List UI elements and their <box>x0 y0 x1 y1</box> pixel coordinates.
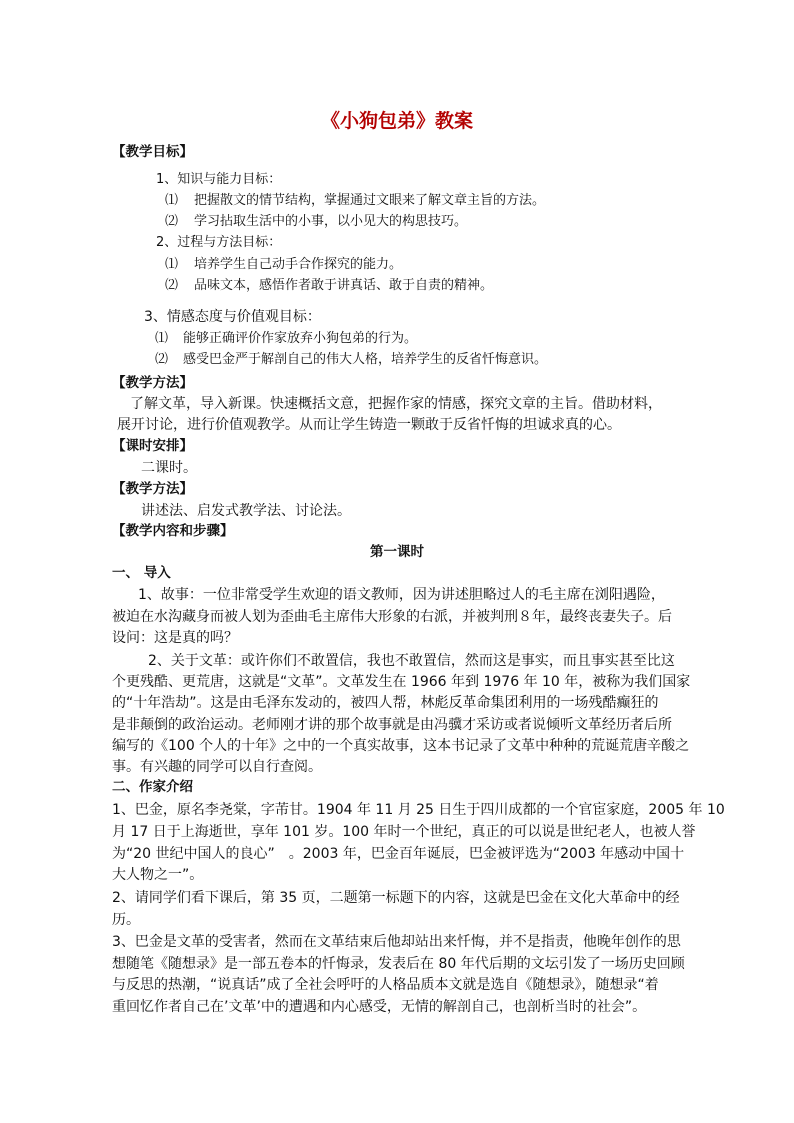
paragraph-line: 想随笔《随想录》是一部五卷本的忏悔录，发表后在 80 年代后期的文坛引发了一场历史回顾 <box>112 956 685 972</box>
section-heading-methods: 【教学方法】 <box>112 375 193 391</box>
section-heading-content: 【教学内容和步骤】 <box>112 523 234 539</box>
section-heading-objectives: 【教学目标】 <box>112 144 193 160</box>
paragraph-line: 了解文革，导入新课。快速概括文意，把握作家的情感，探究文章的主旨。借助材料， <box>130 396 662 412</box>
paragraph-line: 为“20 世纪中国人的良心” 。2003 年，巴金百年诞辰，巴金被评选为“2003 年感动中国十 <box>112 846 685 862</box>
paragraph-line: 1、巴金，原名李尧棠，字芾甘。1904 年 11 月 25 日生于四川成都的一个官宦家庭，2005 年 10 <box>112 802 725 818</box>
paragraph-line: 历。 <box>112 912 140 928</box>
paragraph-line: 3、巴金是文革的受害者，然而在文革结束后他却站出来忏悔，并不是指责，他晚年创作的思 <box>112 934 681 950</box>
objective-item: 感受巴金严于解剖自己的伟大人格，培养学生的反省忏悔意识。 <box>183 352 548 367</box>
paragraph-line: 2、关于文革：或许你们不敢置信，我也不敢置信，然而这是事实，而且事实甚至比这 <box>148 653 675 669</box>
paragraph-line: 设问：这是真的吗？ <box>112 630 238 646</box>
paragraph-line: 是非颠倒的政治运动。老师刚才讲的那个故事就是由冯骥才采访或者说倾听文革经历者后所 <box>112 717 672 733</box>
paragraph-line: 个更残酷、更荒唐，这就是“文革”。文革发生在 1966 年到 1976 年 10 年，被称为我们国家 <box>112 674 691 690</box>
section-heading-methods-2: 【教学方法】 <box>112 481 193 497</box>
part-heading-intro: 一、 导入 <box>112 565 171 581</box>
section-heading-schedule: 【课时安排】 <box>112 438 193 454</box>
paragraph-line: 2、请同学们看下课后，第 35 页，二题第一标题下的内容，这就是巴金在文化大革命中的经 <box>112 890 680 906</box>
item-number: ⑵ <box>165 214 179 229</box>
item-number: ⑵ <box>155 352 169 367</box>
paragraph-line: 事。有兴趣的同学可以自行查阅。 <box>112 759 322 775</box>
paragraph-line: 重回忆作者自己在’文革’中的遭遇和内心感受，无情的解剖自己，也剖析当时的社会”。 <box>112 999 647 1015</box>
doc-title: 《小狗包弟》教案 <box>320 110 473 132</box>
objective-knowledge: 1、知识与能力目标： <box>156 172 282 187</box>
paragraph-line: 展开讨论，进行价值观教学。从而让学生铸造一颗敢于反省忏悔的坦诚求真的心。 <box>117 417 621 433</box>
paragraph-line: 编写的《100 个人的十年》之中的一个真实故事，这本书记录了文革中种种的荒诞荒唐辛酸之 <box>112 738 690 754</box>
paragraph-line: 的“十年浩劫”。这是由毛泽东发动的，被四人帮，林彪反革命集团利用的一场残酷癫狂的 <box>112 695 659 711</box>
item-number: ⑵ <box>165 278 179 293</box>
objective-attitude: 3、情感态度与价值观目标： <box>144 309 321 325</box>
objective-item: 能够正确评价作家放弃小狗包弟的行为。 <box>183 331 418 346</box>
paragraph-line: 月 17 日于上海逝世，享年 101 岁。100 年时一个世纪，真正的可以说是世纪老人，也被人誉 <box>112 824 696 840</box>
objective-item: 品味文本，感悟作者敢于讲真话、敢于自责的精神。 <box>194 278 494 293</box>
paragraph-line: 被迫在水沟藏身而被人划为歪曲毛主席伟大形象的右派，并被判刑８年，最终丧妻失子。后 <box>112 609 672 625</box>
paragraph-line: 与反思的热潮，“说真话”成了全社会呼吁的人格品质本文就是选自《随想录》，随想录“着 <box>112 977 659 993</box>
lesson-heading: 第一课时 <box>370 544 424 560</box>
objective-item: 学习拈取生活中的小事，以小见大的构思技巧。 <box>194 214 468 229</box>
part-heading-author: 二、作家介绍 <box>112 779 193 795</box>
objective-item: 培养学生自己动手合作探究的能力。 <box>194 257 403 272</box>
item-number: ⑴ <box>155 331 169 346</box>
paragraph-line: 大人物之一”。 <box>112 867 204 883</box>
objective-item: 把握散文的情节结构，掌握通过文眼来了解文章主旨的方法。 <box>194 193 546 208</box>
paragraph-line: 二课时。 <box>141 460 197 476</box>
item-number: ⑴ <box>165 257 179 272</box>
paragraph-line: 讲述法、启发式教学法、讨论法。 <box>141 503 351 519</box>
objective-process: 2、过程与方法目标： <box>156 235 282 250</box>
item-number: ⑴ <box>165 193 179 208</box>
paragraph-line: 1、故事：一位非常受学生欢迎的语文教师，因为讲述胆略过人的毛主席在浏阳遇险， <box>138 587 665 603</box>
